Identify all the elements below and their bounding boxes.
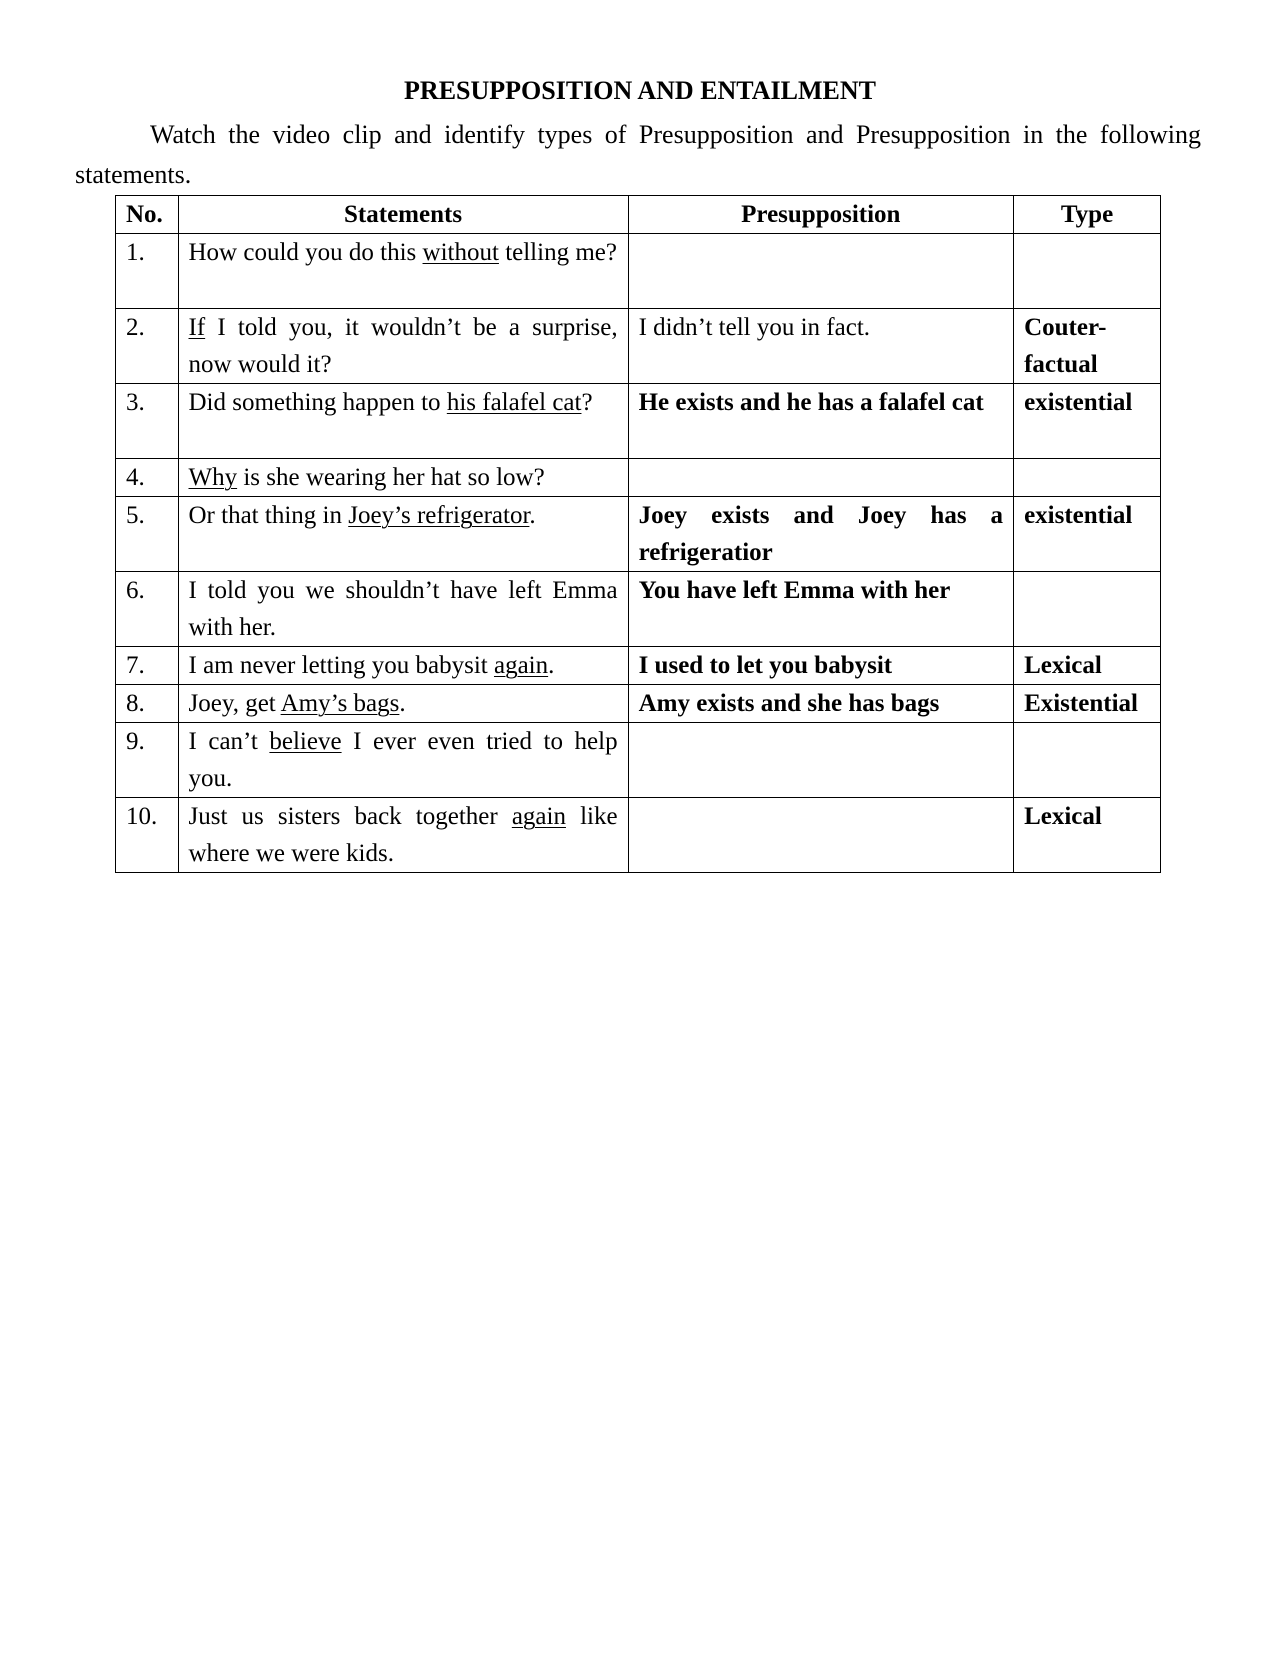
statement-text: Joey, get	[188, 690, 281, 717]
presupposition-cell: He exists and he has a falafel cat	[628, 384, 1013, 459]
statement-cell	[178, 723, 628, 798]
statement-text: I told you we shouldn’t have left Emma with her.	[188, 577, 618, 641]
header-no: No.	[116, 196, 179, 234]
type-cell	[1014, 723, 1161, 798]
statement-cell	[178, 798, 628, 873]
statement-cell	[178, 309, 628, 384]
statement-text: I ever even tried to help you.	[188, 728, 618, 792]
presupposition-cell	[628, 459, 1013, 497]
intro-paragraph: Watch the video clip and identify types of Presupposition and Presupposition in the following statements.	[75, 120, 1201, 189]
presupposition-cell: I used to let you babysit	[628, 647, 1013, 685]
table-row	[116, 234, 1161, 309]
header-type: Type	[1014, 196, 1161, 234]
table-row	[116, 798, 1161, 873]
statement-cell	[178, 234, 628, 309]
presupposition-cell: Joey exists and Joey has a refrigeratior	[628, 497, 1013, 572]
presupposition-cell	[628, 798, 1013, 873]
statement-text: Just us sisters back together	[188, 803, 512, 830]
statement-trigger: Joey’s refrigerator	[348, 502, 530, 529]
row-number: 6.	[116, 572, 179, 647]
row-number: 3.	[116, 384, 179, 459]
statement-text: ?	[581, 389, 593, 416]
row-number: 5.	[116, 497, 179, 572]
table-row	[116, 647, 1161, 685]
row-number: 9.	[116, 723, 179, 798]
type-cell: Lexical	[1014, 798, 1161, 873]
header-presupposition: Presupposition	[628, 196, 1013, 234]
statement-text: telling me?	[498, 239, 617, 266]
statement-trigger: again	[493, 652, 549, 679]
statement-text: .	[399, 690, 406, 717]
statement-cell	[178, 572, 628, 647]
statement-text: like where we were kids.	[188, 803, 618, 867]
statement-trigger: believe	[269, 728, 342, 755]
statement-text: How could you do this	[188, 239, 423, 266]
statement-trigger: Amy’s bags	[280, 690, 400, 717]
statement-trigger: his falafel cat	[446, 389, 582, 416]
presupposition-cell: You have left Emma with her	[628, 572, 1013, 647]
type-cell	[1014, 572, 1161, 647]
page-title: PRESUPPOSITION AND ENTAILMENT	[404, 76, 876, 105]
statement-text: I told you, it wouldn’t be a surprise, now would it?	[188, 314, 618, 378]
row-number: 8.	[116, 685, 179, 723]
table-row	[116, 497, 1161, 572]
statement-cell	[178, 497, 628, 572]
statement-cell	[178, 459, 628, 497]
row-number: 10.	[116, 798, 179, 873]
row-number: 7.	[116, 647, 179, 685]
statement-text: I can’t	[188, 728, 270, 755]
type-cell: Lexical	[1014, 647, 1161, 685]
statement-cell	[178, 647, 628, 685]
statement-text: .	[529, 502, 536, 529]
table-row	[116, 572, 1161, 647]
statement-trigger: again	[511, 803, 566, 830]
row-number: 4.	[116, 459, 179, 497]
type-cell: existential	[1014, 384, 1161, 459]
type-cell	[1014, 234, 1161, 309]
statement-trigger: without	[422, 239, 499, 266]
row-number: 1.	[116, 234, 179, 309]
type-cell	[1014, 459, 1161, 497]
statement-text: Or that thing in	[188, 502, 349, 529]
statement-trigger: If	[188, 314, 206, 341]
table-row	[116, 685, 1161, 723]
presupposition-cell	[628, 723, 1013, 798]
type-cell: Existential	[1014, 685, 1161, 723]
presupposition-table	[115, 195, 1161, 873]
presupposition-cell: Amy exists and she has bags	[628, 685, 1013, 723]
statement-text: .	[548, 652, 555, 679]
type-cell: Couter-factual	[1014, 309, 1161, 384]
statement-cell	[178, 685, 628, 723]
table-row	[116, 384, 1161, 459]
statement-cell	[178, 384, 628, 459]
type-cell: existential	[1014, 497, 1161, 572]
statement-text: I am never letting you babysit	[188, 652, 494, 679]
statement-text: Did something happen to	[188, 389, 447, 416]
presupposition-cell	[628, 234, 1013, 309]
header-statements: Statements	[178, 196, 628, 234]
table-header-row	[116, 196, 1161, 234]
statement-trigger: Why	[188, 464, 238, 491]
presupposition-cell: I didn’t tell you in fact.	[628, 309, 1013, 384]
statement-text: is she wearing her hat so low?	[237, 464, 545, 491]
table-row	[116, 723, 1161, 798]
table-row	[116, 309, 1161, 384]
row-number: 2.	[116, 309, 179, 384]
table-body	[116, 234, 1161, 873]
table-row	[116, 459, 1161, 497]
